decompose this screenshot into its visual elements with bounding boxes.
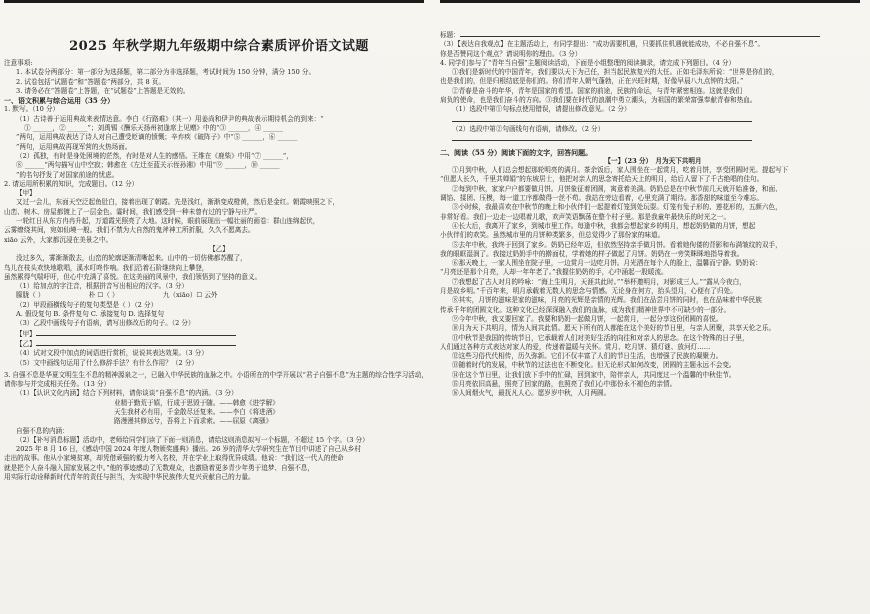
q1-line: （1）古诗善于运用典故来表情达意。李白《行路难》（其一）用姜尚和伊尹的典故表示期待机会的到来：“ xyxy=(16,114,324,123)
section-two-heading: 二、阅读（55 分）阅读下面的文字，回答问题。 xyxy=(440,147,593,157)
right-line: （3）【表达自我观点】在主题活动上，有同学提出：“成功需要机遇，只要抓住机遇就能成功，不必自强不息”。 xyxy=(440,40,765,49)
right-subquestion: （2）选段中第②句画线句有语病，请修改。（2 分） xyxy=(452,124,605,133)
notes-heading: 注意事项: xyxy=(4,59,33,67)
right-line: 4. 同学们参与了“青年当自强”主题阅读活动，下面是小组整理的阅读摘录，请完成下列题目。（4 分） xyxy=(440,58,736,67)
news-line: 2025 年 8 月 16 日，《感动中国 2024 年度人物颁奖盛典》播出。26 岁的清华大学研究生在节目中讲述了自己从乡村 xyxy=(16,445,361,454)
passage-line: 月是故乡明。”千百年来，明月承载着无数人的思念与情感。无论身在何方，抬头望月，心便有了归处。 xyxy=(440,287,737,296)
subquestion: （4）试对文段中加点的词语进行赏析，说说其表达效果。（3 分） xyxy=(16,349,208,358)
passage-line: 山峦、树木、房屋都镀上了一层金色。霎时间，我们感受到一种未曾有过的宁静与庄严。 xyxy=(4,207,262,216)
note-item: 2. 试卷包括“试题卷”和“答题卷”两部分，共 8 页。 xyxy=(16,77,165,86)
fill-item: 朦胧（ ） xyxy=(16,291,45,300)
passage-jia-label: 【甲】 xyxy=(16,189,36,198)
quote-line: 天生我材必有用，千金散尽还复来。——李白《将进酒》 xyxy=(114,407,279,416)
passage-line: 非常好看。我们一边走一边唱着儿歌，欢声笑语飘荡在整个村子里。那是我童年最快乐的时光之一。 xyxy=(440,212,731,221)
passage-line: 虽然累得气喘吁吁，但心中充满了喜悦。在这美丽的风景中，我们领悟到了坚持的意义。 xyxy=(4,272,262,281)
subquestion: （2）【补写消息标题】活动中，老师给同学们读了下面一则消息，请给这则消息拟写一个标题，不超过 15 个字。（3 分） xyxy=(16,435,369,444)
passage-line: ①月到中秋，人们总会想起那轮明亮的满月。茶余饭后，家人围坐在一起赏月，吃着月饼，享受团圆时光。提起写下 xyxy=(452,166,789,175)
answer-prompt: 自强不息的内涵： xyxy=(16,426,69,435)
subquestion: （1）【认识文化内涵】结合下列材料，请你谈谈“自强不息”的内涵。（3 分） xyxy=(16,389,238,398)
right-column xyxy=(440,0,866,614)
quote-line: 业精于勤荒于嬉，行成于思毁于随。——韩愈《进学解》 xyxy=(114,398,279,407)
q1-line: ① ______，② ______”；刘禹锡《酬乐天扬州初逢席上见赠》中的“③ ______，④ ______ xyxy=(24,124,284,133)
passage-line: ⑪中秋节是我国的传统节日，它承载着人们对美好生活的向往和对亲人的思念。在这个特殊的日子里， xyxy=(452,333,749,342)
q1-line: ⑧ ______”两句描写山中空寂；韩愈在《左迁至蓝关示侄孙湘》中用“⑨ ______，⑩ ______ xyxy=(16,161,280,170)
passage-line: 又过一会儿，东面天空泛起鱼肚白，接着出现了朝霞。先是浅红，渐渐变成橙黄，然后是金红。朝霞映照之下， xyxy=(16,198,340,207)
right-line: ②青春是奋斗的年华，青年是国家的希望。国家的前途，民族的命运，与青年紧密相连。这就是我们 xyxy=(452,86,743,95)
passage-title: 【一】（23 分） 月为天下共明月 xyxy=(604,156,702,165)
answer-line-jia: 【甲】 xyxy=(4,329,434,339)
passage-line: ⑨今年中秋，我又要回家了。我要和奶奶一起做月饼，一起赏月，一起分享这份团圆的喜悦。 xyxy=(452,314,723,323)
passage-line: 人们通过各种方式表达对家人的爱，传递着温暖与关怀。赏月、吃月饼、猜灯谜、放河灯…… xyxy=(440,342,711,351)
passage-yi-label: 【乙】 xyxy=(209,244,229,253)
right-subquestion: （1）选段中第①句标点使用错误，请提出修改意见。（2 分） xyxy=(452,105,631,114)
exam-title: 2025 年秋学期九年级期中综合素质评价语文试题 xyxy=(69,39,369,54)
passage-line: ⑧其实，月饼的滋味是家的滋味，月亮的光辉是亲情的光辉。我们在品尝月饼的同时，也在品味着中华民族 xyxy=(452,296,762,305)
reading-passage xyxy=(440,166,866,398)
q1-line: ”的名句抒发了对国家前途的忧虑。 xyxy=(16,170,119,179)
note-item: 3. 请务必在“答题卷”上答题，在“试题卷”上答题是无效的。 xyxy=(16,86,190,95)
quote-line: 路漫漫其修远兮，吾将上下而求索。——屈原《离骚》 xyxy=(114,417,273,426)
passage-line: 一轮红日从东方冉冉升起，万道霞光照亮了大地。这时候，眼前展现出一幅壮丽的画卷：群山连绵起伏， xyxy=(16,217,320,226)
passage-line: 没过多久，雾渐渐散去，山峦的轮廓逐渐清晰起来。山中的一切仿佛都苏醒了， xyxy=(16,254,247,263)
news-line: 就是把个人奋斗融入国家发展之中。”他的事迹感动了无数观众，也激励着更多青少年勇于追梦、自强不息， xyxy=(4,463,314,472)
passage-line: ⑭在这个节日里，让我们放下手中的忙碌，回到家中，陪伴亲人，共同度过一个温馨的中秋佳节。 xyxy=(452,370,736,379)
passage-line: ②每到中秋，家家户户都要做月饼。月饼象征着团圆，寓意着美满。奶奶总是在中秋节前几天就开始准备，和面、 xyxy=(452,184,782,193)
q1-line: ”两句，运用典故表达了诗人对自己遭受贬谪的愤慨；辛弃疾《破阵子》中“⑤ ______，⑥ ______ xyxy=(16,133,298,142)
passage-line: 云雾缭绕其间，宛如仙境一般。我们不禁为大自然的鬼斧神工所折服，久久不愿离去。 xyxy=(4,226,255,235)
passage-line: ⑦我想起了古人对月的吟咏：“海上生明月，天涯共此时。”“举杯邀明月，对影成三人。”“露从今夜白， xyxy=(452,277,746,286)
passage-line: ⑩月为天下共明月，情为人间共此情。愿天下所有的人都能在这个美好的节日里，与亲人团聚，共享天伦之乐。 xyxy=(452,324,776,333)
passage-line: 我的眼眶湿润了。我接过奶奶手中的擀面杖，学着她的样子做起了月饼。奶奶在一旁笑眯眯地指导着我。 xyxy=(440,249,744,258)
passage-line: ③小时候，我最喜欢在中秋节的晚上和小伙伴们一起提着灯笼到处玩耍。灯笼有兔子形的、莲花形的，五颜六色， xyxy=(452,203,782,212)
choice-options: A. 假设复句 B. 条件复句 C. 承接复句 D. 选择复句 xyxy=(16,310,165,319)
passage-line: ⑯人间烟火气，最抚凡人心。愿岁岁中秋，人月两圆。 xyxy=(452,389,611,398)
answer-line-yi: 【乙】 xyxy=(4,339,434,349)
q1-line: （2）孤独，有时是身处困境的茫然，有时是对人生的感悟。王维在《鹿柴》中用“⑦ ______”， xyxy=(16,151,293,160)
right-line: 肩负的使命，也是我们奋斗的方向。③我们要在时代的浪潮中勇立潮头，为祖国的繁荣富强奉献青春和热血。 xyxy=(440,96,757,105)
question-2: 2. 请运用所积累的知识，完成题目。（12 分） xyxy=(4,179,139,188)
subquestion: （5）文中画线句运用了什么修辞手法？有什么作用？（2 分） xyxy=(16,358,198,367)
passage-line: “但愿人长久，千里共婵娟”的东坡居士，他把对亲人的思念寄托给天上的明月，给后人留下了千古绝唱的佳句。 xyxy=(440,175,764,184)
passage-line: 鸟儿在枝头欢快地歌唱，溪水叮咚作响。我们沿着石阶继续向上攀登， xyxy=(4,263,209,272)
passage-line: 传承千年的团圆文化。这种文化已经深深融入我们的血脉，成为我们精神世界中不可缺少的一部分。 xyxy=(440,305,731,314)
answer-blank xyxy=(440,115,866,125)
right-line: 也是我们的，但是归根结底是你们的。你们青年人朝气蓬勃，正在兴旺时期，好像早晨八九点钟的太阳。” xyxy=(440,77,744,86)
passage-line: 调馅、揉团、压模，每一道工序都做得一丝不苟。我站在旁边看着，心里充满了期待。那香甜的味道至今难忘。 xyxy=(440,194,764,203)
passage-line: ⑮月亮依旧高悬，照亮了回家的路，也照亮了我们心中那份永不褪色的亲情。 xyxy=(452,379,677,388)
passage-line: ⑥那天晚上，一家人围坐在院子里，一边赏月一边吃月饼。月光洒在每个人的脸上，温馨而宁静。奶奶说： xyxy=(452,259,762,268)
left-column xyxy=(4,0,434,614)
passage-line: ④长大后，我离开了家乡，到城市里工作。每逢中秋，我都会想起家乡的明月，想起奶奶做的月饼，想起 xyxy=(452,221,756,230)
q1-line: ”两句，运用典故再现军营的火热场面。 xyxy=(16,142,132,151)
question-3: 3. 自强不息是华夏文明生生不息的精神源泉之一，已融入中华民族的血脉之中。小语所在的中学开展以“君子自强不息”为主题的综合性学习活动，请你参与并完成相关任务。（13 分） xyxy=(4,370,428,389)
question-1: 1. 默写。（10 分） xyxy=(4,105,60,114)
passage-line: xiāo 云外，大家都沉浸在美景之中。 xyxy=(4,235,113,244)
right-line: ①我们是新时代的中国青年，我们要以天下为己任，担当起民族复兴的大任。正如毛泽东所说：“世界是你们的， xyxy=(452,68,779,77)
fill-item: 九（xiāo）☐ 云外 xyxy=(162,291,218,300)
passage-line: “月亮还是那个月亮，人却一年年老了。”我握住奶奶的手，心中涌起一股暖流。 xyxy=(440,268,668,277)
section-one-heading: 一、语文积累与综合运用（35 分） xyxy=(4,96,115,106)
news-line: 走出的故事。他从小家境贫寒，却凭借顽强的毅力考入名校，并在学业上取得优异成绩。他说：“我们这一代人的使命 xyxy=(4,454,344,463)
note-item: 1. 本试卷分两部分：第一部分为选择题，第二部分为非选择题，考试时间为 150 分钟，满分 150 分。 xyxy=(16,68,316,77)
pinyin-fill-row xyxy=(4,291,434,300)
news-line: 用实际行动诠释新时代青年的责任与担当，为实现中华民族伟大复兴贡献自己的力量。 xyxy=(4,473,255,482)
passage-line: 小伙伴们的欢笑。虽然城市里的月饼种类繁多，但总觉得少了那份家的味道。 xyxy=(440,231,665,240)
fill-item: 朴 ☐（ ） xyxy=(88,291,119,300)
passage-line: ⑬随着时代的发展，中秋节的过法也在不断变化。但无论形式如何改变，团圆的主题永远不会变。 xyxy=(452,361,736,370)
subquestion: （2）甲段画横线句子的复句类型是（ ）（2 分） xyxy=(16,300,158,309)
passage-line: ⑫这些习俗代代相传，历久弥新。它们不仅丰富了人们的节日生活，也增强了民族的凝聚力。 xyxy=(452,352,723,361)
right-line: 你是否赞同这个观点？请说明你的理由。（3 分） xyxy=(440,49,582,58)
subquestion: （1）给加点的字注音，根据拼音写出相应的汉字。（3 分） xyxy=(16,282,189,291)
passage-line: ⑤去年中秋，我终于回到了家乡。奶奶已经年迈，但依然坚持亲手做月饼。看着她佝偻的背影和布满皱纹的双手， xyxy=(452,240,782,249)
subquestion: （3）乙段中画线句子有语病，请写出修改后的句子。（2 分） xyxy=(16,319,195,328)
notes-block xyxy=(4,59,434,96)
headline-answer-line: 标题： xyxy=(440,30,866,40)
answer-blank xyxy=(440,134,866,144)
